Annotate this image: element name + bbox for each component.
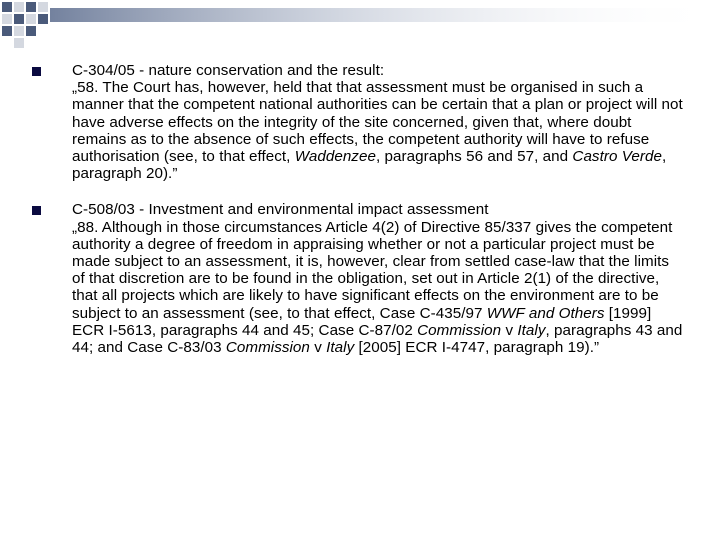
italic-citation: Castro Verde	[572, 148, 662, 166]
square-bullet-icon	[32, 67, 41, 76]
case-quote	[72, 219, 686, 357]
bullet-item	[26, 62, 686, 182]
italic-citation: Waddenzee	[294, 148, 376, 166]
quote-segment: [2005] ECR I-4747, paragraph 19).”	[354, 339, 600, 357]
italic-citation: WWF and Others	[486, 304, 605, 322]
italic-citation: Commission	[225, 339, 310, 357]
decorative-squares	[2, 2, 48, 48]
italic-citation: Italy	[517, 321, 546, 339]
case-heading: C‑304/05 - nature conservation and the result:	[72, 62, 385, 79]
bullet-text	[72, 62, 686, 182]
square-bullet-icon	[32, 206, 41, 215]
case-heading: C‑508/03 - Investment and environmental impact assessment	[72, 201, 489, 219]
quote-segment: „88. Although in those circumstances Article 4(2) of Directive 85/337 gives the competent authority a degree of freedom in appraising whether or not a particular project must be made subject to an assessment, it is, however, clear from settled case-law that the limits of that discretion are to be found in the obligation, set out in Article 2(1) of the directive, that all projects which are likely to have significant effects on the environment are to be subject to an assessment (see, to that effect, Case C-435/97	[72, 218, 673, 322]
quote-segment: v	[309, 339, 327, 357]
quote-segment: , paragraphs 43 and 44; and Case C‑83/03	[72, 321, 683, 357]
quote-segment: , paragraphs 56 and 57, and	[375, 148, 573, 166]
quote-segment: „58. The Court has, however, held that that assessment must be organised in such a manner that the competent national authorities can be certain that a plan or project will not have adverse effects on the integrity of the site concerned, given that, where doubt remains as to the absence of such effects, the competent authority will have to refuse authorisation (see, to that effect,	[72, 79, 683, 166]
italic-citation: Commission	[417, 321, 502, 339]
case-quote	[72, 79, 686, 182]
quote-segment: [1999] ECR I-5613, paragraphs 44 and 45; Case C-87/02	[72, 304, 652, 339]
bullet-list	[26, 62, 686, 375]
italic-citation: Italy	[326, 339, 355, 357]
bullet-item	[26, 201, 686, 356]
header-decoration	[0, 0, 720, 48]
quote-segment: v	[501, 321, 518, 339]
quote-segment: , paragraph 20).”	[72, 148, 667, 183]
bullet-text	[72, 201, 686, 356]
